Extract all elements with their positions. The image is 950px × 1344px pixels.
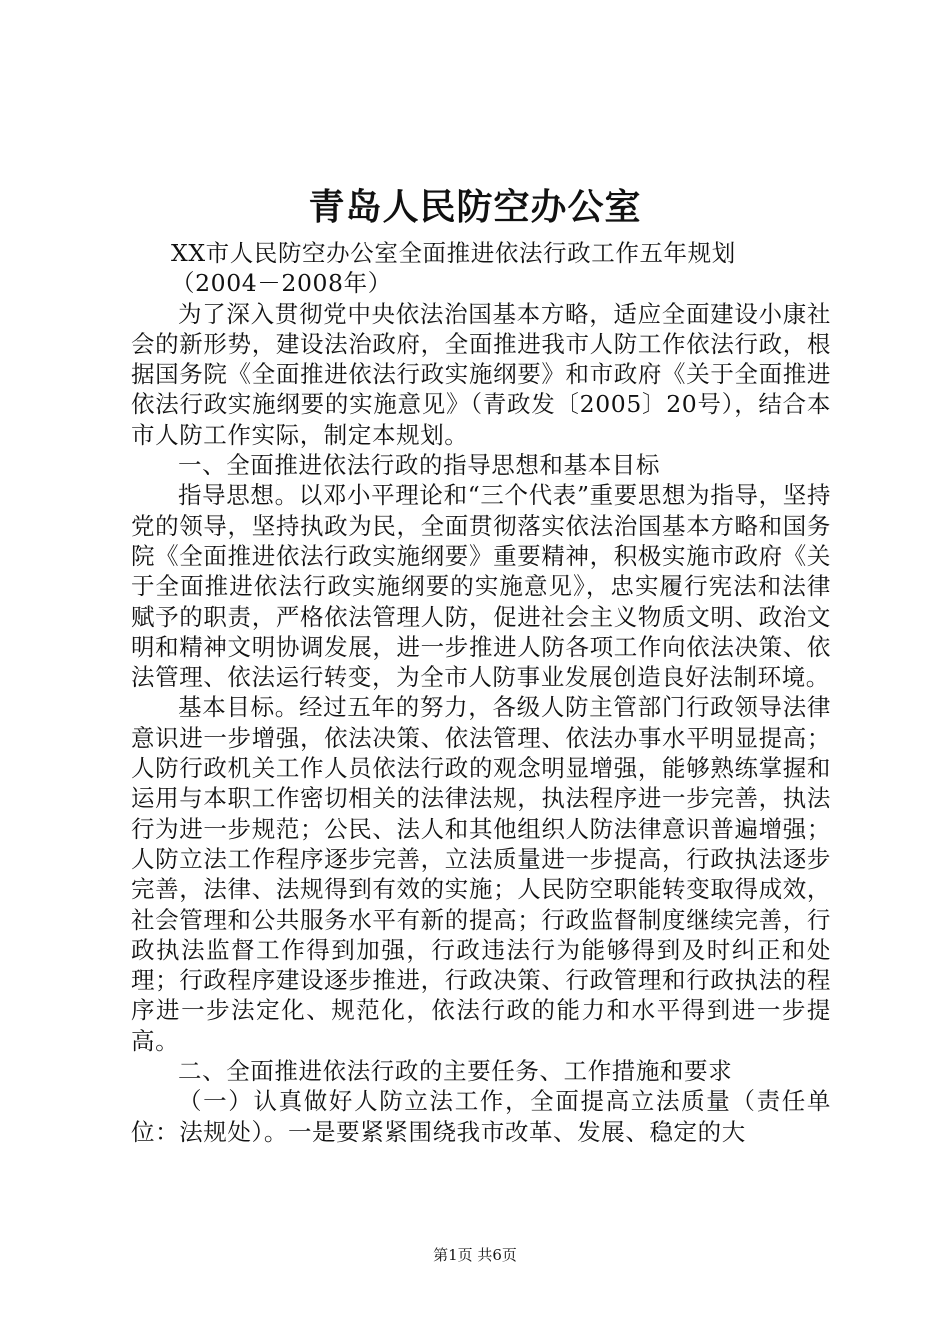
document-title: 青岛人民防空办公室 xyxy=(308,186,642,228)
plan-subtitle: XX市人民防空办公室全面推进依法行政工作五年规划 xyxy=(171,239,736,267)
section-heading-2: 二、全面推进依法行政的主要任务、工作措施和要求 xyxy=(178,1057,733,1086)
task-paragraph-1: （一）认真做好人防立法工作，全面提高立法质量（责任单位：法规处）。一是要紧紧围绕我市改革、发展、稳定的大 xyxy=(131,1087,831,1146)
plan-period: （2004－2008年） xyxy=(171,269,392,298)
guiding-thought-paragraph: 指导思想。以邓小平理论和“三个代表”重要思想为指导，坚持党的领导，坚持执政为民，全面贯彻落实依法治国基本方略和国务院《全面推进依法行政实施纲要》重要精神，积极实施市政府《关于全面推进依法行政实施纲要的实施意见》，忠实履行宪法和法律赋予的职责，严格依法管理人防，促进社会主义物质文明、政治文明和精神文明协调发展，进一步推进人防各项工作向依法决策、依法管理、依法运行转变，为全市人防事业发展创造良好法制环境。 xyxy=(131,481,831,692)
section-heading-1: 一、全面推进依法行政的指导思想和基本目标 xyxy=(178,451,660,480)
page-footer: 第1页 共6页 xyxy=(433,1246,517,1264)
document-body xyxy=(131,238,831,1147)
intro-paragraph: 为了深入贯彻党中央依法治国基本方略，适应全面建设小康社会的新形势，建设法治政府，全面推进我市人防工作依法行政，根据国务院《全面推进依法行政实施纲要》和市政府《关于全面推进依法行政实施纲要的实施意见》（青政发〔2005〕20号），结合本市人防工作实际，制定本规划。 xyxy=(131,299,831,449)
basic-goal-paragraph: 基本目标。经过五年的努力，各级人防主管部门行政领导法律意识进一步增强，依法决策、依法管理、依法办事水平明显提高；人防行政机关工作人员依法行政的观念明显增强，能够熟练掌握和运用与本职工作密切相关的法律法规，执法程序进一步完善，执法行为进一步规范；公民、法人和其他组织人防法律意识普遍增强；人防立法工作程序逐步完善，立法质量进一步提高，行政执法逐步完善，法律、法规得到有效的实施；人民防空职能转变取得成效，社会管理和公共服务水平有新的提高；行政监督制度继续完善，行政执法监督工作得到加强，行政违法行为能够得到及时纠正和处理；行政程序建设逐步推进，行政决策、行政管理和行政执法的程序进一步法定化、规范化，依法行政的能力和水平得到进一步提高。 xyxy=(131,693,831,1055)
